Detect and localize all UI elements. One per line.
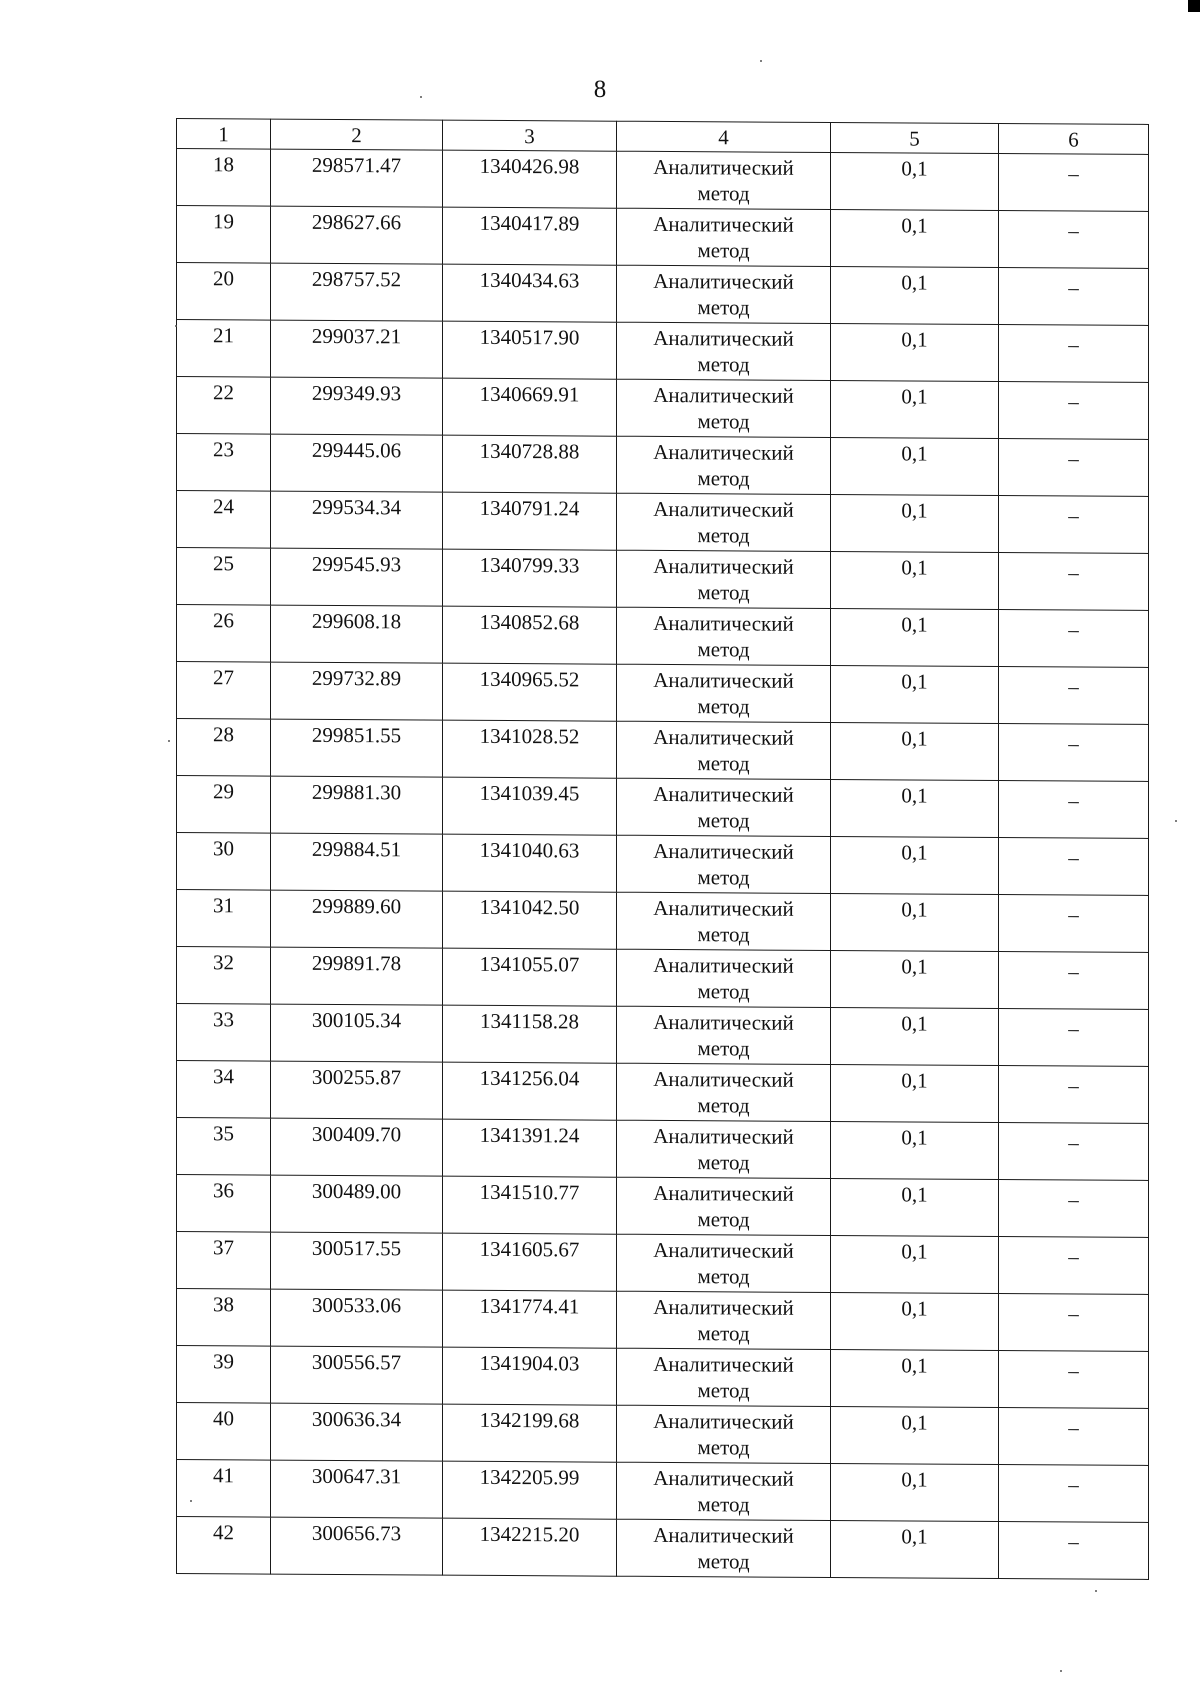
table-row <box>177 1289 1149 1352</box>
method-line-2: метод <box>697 580 750 605</box>
y-coordinate-cell: 1342199.68 <box>443 1404 617 1462</box>
y-coordinate-cell: 1341042.50 <box>443 891 617 949</box>
table-row <box>177 149 1149 212</box>
method-cell <box>617 1348 831 1406</box>
point-number-cell: 34 <box>177 1061 271 1119</box>
accuracy-cell: 0,1 <box>831 722 999 780</box>
note-cell <box>999 496 1149 554</box>
method-line-2: метод <box>697 523 750 548</box>
point-number-cell: 36 <box>177 1175 271 1233</box>
accuracy-cell: 0,1 <box>831 323 999 381</box>
x-coordinate-cell: 299349.93 <box>271 377 443 435</box>
method-line-2: метод <box>697 922 750 947</box>
method-line-2: метод <box>697 1207 750 1232</box>
point-number-cell: 23 <box>177 434 271 492</box>
dash-mark: – <box>1068 218 1079 243</box>
x-coordinate-cell: 300489.00 <box>271 1175 443 1233</box>
method-line-1: Аналитический <box>653 667 794 693</box>
point-number-cell: 19 <box>177 206 271 264</box>
dash-mark: – <box>1068 674 1079 699</box>
note-cell <box>999 154 1149 212</box>
method-line-1: Аналитический <box>653 952 794 978</box>
method-line-2: метод <box>697 352 750 377</box>
coordinates-table <box>176 118 1149 1580</box>
note-cell <box>999 1237 1149 1295</box>
dash-mark: – <box>1068 446 1079 471</box>
y-coordinate-cell: 1340517.90 <box>443 321 617 379</box>
note-cell <box>999 325 1149 383</box>
accuracy-cell: 0,1 <box>831 1178 999 1236</box>
page-number: 8 <box>593 76 607 103</box>
table-row <box>177 320 1149 383</box>
header-col-4: 4 <box>617 121 831 152</box>
method-cell <box>617 1177 831 1235</box>
method-cell <box>617 664 831 722</box>
method-line-1: Аналитический <box>653 1066 794 1092</box>
method-cell <box>617 778 831 836</box>
accuracy-cell: 0,1 <box>831 608 999 666</box>
y-coordinate-cell: 1341256.04 <box>443 1062 617 1120</box>
method-line-2: метод <box>697 808 750 833</box>
header-col-1: 1 <box>177 119 271 150</box>
method-cell <box>617 1519 831 1577</box>
x-coordinate-cell: 299545.93 <box>271 548 443 606</box>
method-line-1: Аналитический <box>653 1522 794 1548</box>
x-coordinate-cell: 300636.34 <box>271 1403 443 1461</box>
note-cell <box>999 1408 1149 1466</box>
accuracy-cell: 0,1 <box>831 266 999 324</box>
accuracy-cell: 0,1 <box>831 950 999 1008</box>
scan-speck <box>1175 820 1177 822</box>
table-row <box>177 1118 1149 1181</box>
method-line-2: метод <box>697 181 750 206</box>
accuracy-cell: 0,1 <box>831 1349 999 1407</box>
accuracy-cell: 0,1 <box>831 1121 999 1179</box>
table-row <box>177 1346 1149 1409</box>
method-line-1: Аналитический <box>653 1237 794 1263</box>
method-cell <box>617 949 831 1007</box>
accuracy-cell: 0,1 <box>831 437 999 495</box>
point-number-cell: 29 <box>177 776 271 834</box>
table-row <box>177 1004 1149 1067</box>
note-cell <box>999 1009 1149 1067</box>
method-line-1: Аналитический <box>653 895 794 921</box>
y-coordinate-cell: 1340965.52 <box>443 663 617 721</box>
point-number-cell: 30 <box>177 833 271 891</box>
accuracy-cell: 0,1 <box>831 209 999 267</box>
dash-mark: – <box>1068 1472 1079 1497</box>
scan-speck <box>760 60 762 62</box>
x-coordinate-cell: 299608.18 <box>271 605 443 663</box>
note-cell <box>999 895 1149 953</box>
x-coordinate-cell: 299881.30 <box>271 776 443 834</box>
header-col-6: 6 <box>999 124 1149 155</box>
method-line-1: Аналитический <box>653 1009 794 1035</box>
dash-mark: – <box>1068 845 1079 870</box>
method-line-2: метод <box>697 295 750 320</box>
note-cell <box>999 553 1149 611</box>
table-row <box>177 1460 1149 1523</box>
method-line-2: метод <box>697 1264 750 1289</box>
dash-mark: – <box>1068 1415 1079 1440</box>
header-col-2: 2 <box>271 119 443 150</box>
note-cell <box>999 1180 1149 1238</box>
table-row <box>177 377 1149 440</box>
x-coordinate-cell: 300556.57 <box>271 1346 443 1404</box>
dash-mark: – <box>1068 1130 1079 1155</box>
method-line-1: Аналитический <box>653 1123 794 1149</box>
table-row <box>177 947 1149 1010</box>
method-line-2: метод <box>697 1378 750 1403</box>
note-cell <box>999 1294 1149 1352</box>
y-coordinate-cell: 1341774.41 <box>443 1290 617 1348</box>
method-cell <box>617 1234 831 1292</box>
x-coordinate-cell: 300105.34 <box>271 1004 443 1062</box>
method-line-2: метод <box>697 1549 750 1574</box>
scan-corner-mark <box>1188 0 1200 12</box>
method-line-1: Аналитический <box>653 724 794 750</box>
note-cell <box>999 1465 1149 1523</box>
x-coordinate-cell: 299037.21 <box>271 320 443 378</box>
scan-speck <box>420 96 422 98</box>
method-line-1: Аналитический <box>653 439 794 465</box>
x-coordinate-cell: 298757.52 <box>271 263 443 321</box>
x-coordinate-cell: 298627.66 <box>271 206 443 264</box>
y-coordinate-cell: 1341040.63 <box>443 834 617 892</box>
point-number-cell: 41 <box>177 1460 271 1518</box>
scan-speck <box>168 740 170 742</box>
method-line-2: метод <box>697 238 750 263</box>
y-coordinate-cell: 1341605.67 <box>443 1233 617 1291</box>
y-coordinate-cell: 1341158.28 <box>443 1005 617 1063</box>
note-cell <box>999 1123 1149 1181</box>
point-number-cell: 31 <box>177 890 271 948</box>
method-line-2: метод <box>697 865 750 890</box>
y-coordinate-cell: 1340417.89 <box>443 207 617 265</box>
accuracy-cell: 0,1 <box>831 1520 999 1578</box>
accuracy-cell: 0,1 <box>831 1007 999 1065</box>
x-coordinate-cell: 299445.06 <box>271 434 443 492</box>
dash-mark: – <box>1068 503 1079 528</box>
table-body <box>177 149 1149 1580</box>
method-cell <box>617 835 831 893</box>
method-line-1: Аналитический <box>653 1351 794 1377</box>
accuracy-cell: 0,1 <box>831 1463 999 1521</box>
note-cell <box>999 667 1149 725</box>
y-coordinate-cell: 1341039.45 <box>443 777 617 835</box>
table-row <box>177 263 1149 326</box>
method-cell <box>617 1006 831 1064</box>
header-col-3: 3 <box>443 120 617 151</box>
y-coordinate-cell: 1340799.33 <box>443 549 617 607</box>
x-coordinate-cell: 299891.78 <box>271 947 443 1005</box>
point-number-cell: 20 <box>177 263 271 321</box>
table-row <box>177 1403 1149 1466</box>
y-coordinate-cell: 1340434.63 <box>443 264 617 322</box>
note-cell <box>999 724 1149 782</box>
table-row <box>177 491 1149 554</box>
method-cell <box>617 1462 831 1520</box>
point-number-cell: 33 <box>177 1004 271 1062</box>
y-coordinate-cell: 1341028.52 <box>443 720 617 778</box>
method-line-1: Аналитический <box>653 610 794 636</box>
dash-mark: – <box>1068 1244 1079 1269</box>
accuracy-cell: 0,1 <box>831 1292 999 1350</box>
accuracy-cell: 0,1 <box>831 893 999 951</box>
x-coordinate-cell: 300533.06 <box>271 1289 443 1347</box>
point-number-cell: 21 <box>177 320 271 378</box>
dash-mark: – <box>1068 902 1079 927</box>
accuracy-cell: 0,1 <box>831 836 999 894</box>
point-number-cell: 26 <box>177 605 271 663</box>
x-coordinate-cell: 300517.55 <box>271 1232 443 1290</box>
method-line-1: Аналитический <box>653 154 794 180</box>
dash-mark: – <box>1068 1187 1079 1212</box>
point-number-cell: 37 <box>177 1232 271 1290</box>
scan-speck <box>175 325 177 327</box>
note-cell <box>999 781 1149 839</box>
note-cell <box>999 439 1149 497</box>
method-cell <box>617 607 831 665</box>
x-coordinate-cell: 300647.31 <box>271 1460 443 1518</box>
method-cell <box>617 892 831 950</box>
method-cell <box>617 265 831 323</box>
method-line-1: Аналитический <box>653 1465 794 1491</box>
x-coordinate-cell: 299851.55 <box>271 719 443 777</box>
accuracy-cell: 0,1 <box>831 779 999 837</box>
accuracy-cell: 0,1 <box>831 1235 999 1293</box>
accuracy-cell: 0,1 <box>831 1064 999 1122</box>
dash-mark: – <box>1068 389 1079 414</box>
accuracy-cell: 0,1 <box>831 1406 999 1464</box>
point-number-cell: 38 <box>177 1289 271 1347</box>
note-cell <box>999 1522 1149 1580</box>
method-line-1: Аналитический <box>653 553 794 579</box>
accuracy-cell: 0,1 <box>831 494 999 552</box>
method-line-2: метод <box>697 751 750 776</box>
x-coordinate-cell: 300409.70 <box>271 1118 443 1176</box>
method-cell <box>617 1291 831 1349</box>
table-row <box>177 1517 1149 1580</box>
point-number-cell: 28 <box>177 719 271 777</box>
y-coordinate-cell: 1341055.07 <box>443 948 617 1006</box>
accuracy-cell: 0,1 <box>831 551 999 609</box>
table-row <box>177 833 1149 896</box>
table-row <box>177 548 1149 611</box>
note-cell <box>999 610 1149 668</box>
y-coordinate-cell: 1340669.91 <box>443 378 617 436</box>
y-coordinate-cell: 1340791.24 <box>443 492 617 550</box>
method-line-1: Аналитический <box>653 382 794 408</box>
scan-speck <box>190 1500 192 1502</box>
scan-speck <box>1060 1670 1062 1672</box>
point-number-cell: 35 <box>177 1118 271 1176</box>
point-number-cell: 42 <box>177 1517 271 1575</box>
note-cell <box>999 838 1149 896</box>
dash-mark: – <box>1068 788 1079 813</box>
method-line-1: Аналитический <box>653 325 794 351</box>
table-row <box>177 1061 1149 1124</box>
x-coordinate-cell: 299732.89 <box>271 662 443 720</box>
table-row <box>177 776 1149 839</box>
method-cell <box>617 1405 831 1463</box>
y-coordinate-cell: 1341904.03 <box>443 1347 617 1405</box>
dash-mark: – <box>1068 161 1079 186</box>
method-cell <box>617 721 831 779</box>
table-row <box>177 605 1149 668</box>
method-cell <box>617 493 831 551</box>
y-coordinate-cell: 1341391.24 <box>443 1119 617 1177</box>
x-coordinate-cell: 298571.47 <box>271 149 443 207</box>
note-cell <box>999 1351 1149 1409</box>
method-cell <box>617 208 831 266</box>
table-row <box>177 719 1149 782</box>
accuracy-cell: 0,1 <box>831 152 999 210</box>
point-number-cell: 32 <box>177 947 271 1005</box>
method-line-1: Аналитический <box>653 838 794 864</box>
method-line-2: метод <box>697 1321 750 1346</box>
note-cell <box>999 211 1149 269</box>
point-number-cell: 25 <box>177 548 271 606</box>
method-line-2: метод <box>697 1093 750 1118</box>
method-line-1: Аналитический <box>653 496 794 522</box>
method-line-2: метод <box>697 1150 750 1175</box>
table-row <box>177 206 1149 269</box>
method-line-1: Аналитический <box>653 1180 794 1206</box>
method-line-2: метод <box>697 637 750 662</box>
method-cell <box>617 379 831 437</box>
method-line-2: метод <box>697 1036 750 1061</box>
table-row <box>177 1232 1149 1295</box>
dash-mark: – <box>1068 332 1079 357</box>
method-line-2: метод <box>697 1435 750 1460</box>
note-cell <box>999 1066 1149 1124</box>
method-line-2: метод <box>697 466 750 491</box>
header-col-5: 5 <box>831 122 999 153</box>
dash-mark: – <box>1068 275 1079 300</box>
dash-mark: – <box>1068 617 1079 642</box>
method-line-2: метод <box>697 694 750 719</box>
x-coordinate-cell: 299889.60 <box>271 890 443 948</box>
method-line-1: Аналитический <box>653 1294 794 1320</box>
method-cell <box>617 550 831 608</box>
y-coordinate-cell: 1340852.68 <box>443 606 617 664</box>
table-row <box>177 662 1149 725</box>
x-coordinate-cell: 299884.51 <box>271 833 443 891</box>
dash-mark: – <box>1068 1016 1079 1041</box>
method-line-2: метод <box>697 409 750 434</box>
y-coordinate-cell: 1341510.77 <box>443 1176 617 1234</box>
dash-mark: – <box>1068 1358 1079 1383</box>
method-line-1: Аналитический <box>653 211 794 237</box>
point-number-cell: 24 <box>177 491 271 549</box>
accuracy-cell: 0,1 <box>831 380 999 438</box>
table-row <box>177 434 1149 497</box>
point-number-cell: 22 <box>177 377 271 435</box>
method-line-2: метод <box>697 1492 750 1517</box>
dash-mark: – <box>1068 1073 1079 1098</box>
method-cell <box>617 1120 831 1178</box>
point-number-cell: 18 <box>177 149 271 207</box>
dash-mark: – <box>1068 1529 1079 1554</box>
table-row <box>177 1175 1149 1238</box>
method-cell <box>617 436 831 494</box>
point-number-cell: 27 <box>177 662 271 720</box>
dash-mark: – <box>1068 560 1079 585</box>
accuracy-cell: 0,1 <box>831 665 999 723</box>
note-cell <box>999 382 1149 440</box>
scan-speck <box>1095 1590 1097 1592</box>
note-cell <box>999 952 1149 1010</box>
method-cell <box>617 151 831 209</box>
x-coordinate-cell: 300255.87 <box>271 1061 443 1119</box>
dash-mark: – <box>1068 731 1079 756</box>
y-coordinate-cell: 1342215.20 <box>443 1518 617 1576</box>
table-row <box>177 890 1149 953</box>
x-coordinate-cell: 300656.73 <box>271 1517 443 1575</box>
y-coordinate-cell: 1342205.99 <box>443 1461 617 1519</box>
y-coordinate-cell: 1340728.88 <box>443 435 617 493</box>
point-number-cell: 39 <box>177 1346 271 1404</box>
dash-mark: – <box>1068 1301 1079 1326</box>
method-line-2: метод <box>697 979 750 1004</box>
dash-mark: – <box>1068 959 1079 984</box>
method-cell <box>617 1063 831 1121</box>
x-coordinate-cell: 299534.34 <box>271 491 443 549</box>
method-line-1: Аналитический <box>653 1408 794 1434</box>
method-cell <box>617 322 831 380</box>
method-line-1: Аналитический <box>653 268 794 294</box>
method-line-1: Аналитический <box>653 781 794 807</box>
note-cell <box>999 268 1149 326</box>
point-number-cell: 40 <box>177 1403 271 1461</box>
y-coordinate-cell: 1340426.98 <box>443 150 617 208</box>
